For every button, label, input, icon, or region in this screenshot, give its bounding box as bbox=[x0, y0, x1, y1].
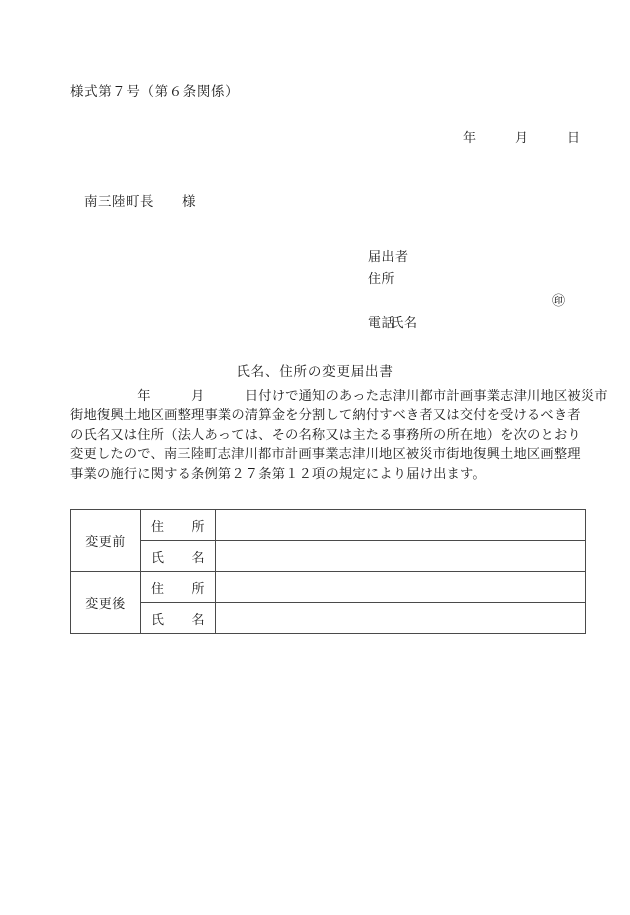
table-field-value-after-address[interactable] bbox=[216, 572, 586, 603]
addressee-line: 南三陸町長 様 bbox=[84, 194, 196, 209]
body-line: の氏名又は住所（法人あっては、その名称又は主たる事務所の所在地）を次のとおり bbox=[70, 426, 581, 442]
seal-stamp-icon: ㊞ bbox=[552, 293, 566, 308]
body-line: 変更したので、南三陸町志津川都市計画事業志津川地区被災市街地復興土地区画整理 bbox=[70, 446, 581, 462]
table-field-value-after-name[interactable] bbox=[216, 603, 586, 634]
form-number: 様式第７号（第６条関係） bbox=[70, 84, 240, 99]
table-row bbox=[71, 541, 586, 572]
change-table bbox=[70, 509, 586, 634]
date-line: 年 月 日 bbox=[462, 130, 580, 145]
table-field-label: 氏 名 bbox=[141, 603, 216, 634]
submitter-name-label: 氏名 bbox=[390, 315, 418, 330]
table-group-label-before: 変更前 bbox=[71, 510, 141, 572]
table-row bbox=[71, 603, 586, 634]
table-row bbox=[71, 510, 586, 541]
body-paragraph bbox=[70, 386, 608, 483]
body-line: 街地復興土地区画整理事業の清算金を分割して納付すべき者又は交付を受けるべき者 bbox=[70, 407, 581, 423]
table-field-label: 住 所 bbox=[141, 572, 216, 603]
table-field-value-before-name[interactable] bbox=[216, 541, 586, 572]
table-group-label-after: 変更後 bbox=[71, 572, 141, 634]
body-line: 事業の施行に関する条例第２７条第１２項の規定により届け出ます。 bbox=[70, 465, 486, 481]
submitter-address-label: 住所 bbox=[368, 271, 396, 286]
page-title: 氏名、住所の変更届出書 bbox=[236, 364, 394, 379]
body-line: 年 月 日付けで通知のあった志津川都市計画事業志津川地区被災市 bbox=[70, 388, 608, 403]
table-row bbox=[71, 572, 586, 603]
submitter-block bbox=[368, 246, 566, 334]
submitter-phone-label: 電話 bbox=[368, 315, 396, 330]
table-field-value-before-address[interactable] bbox=[216, 510, 586, 541]
table-field-label: 氏 名 bbox=[141, 541, 216, 572]
submitter-heading: 届出者 bbox=[368, 249, 409, 264]
table-field-label: 住 所 bbox=[141, 510, 216, 541]
